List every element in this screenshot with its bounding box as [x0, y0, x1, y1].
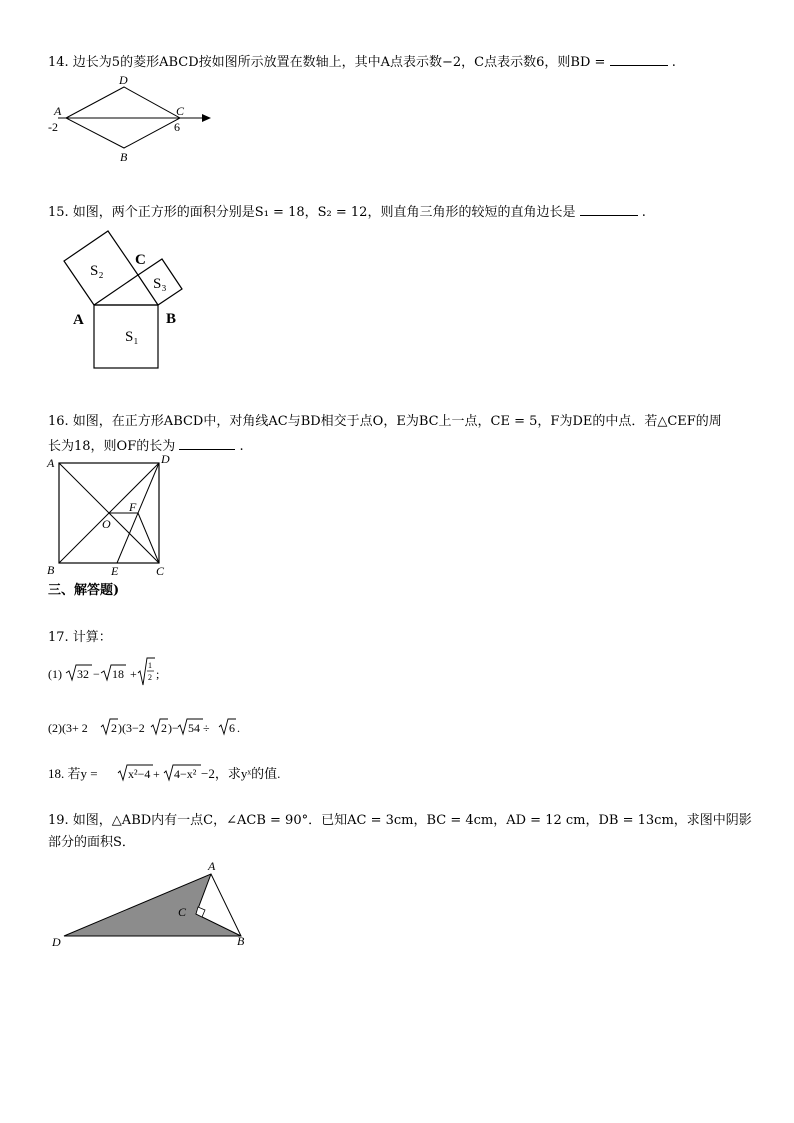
q14-label-6: 6	[174, 120, 180, 134]
answer-blank	[580, 202, 638, 216]
q18-expression	[46, 760, 286, 786]
q19-triangle-figure	[48, 856, 253, 956]
q16-end: .	[239, 439, 244, 454]
q14-text	[48, 52, 676, 71]
q19-label-b: B	[237, 934, 245, 948]
q14-rhombus-figure	[44, 72, 214, 164]
q16-label-c: C	[156, 564, 165, 578]
q16-label-a: A	[47, 456, 55, 470]
q17-p2-r4: 6	[229, 721, 235, 735]
q19-stem-2: 部分的面积S．	[48, 835, 135, 850]
q18-pre: 18. 若y =	[48, 766, 98, 781]
q19-stem-1: 19. 如图，△ABD内有一点C，∠ACB = 90°．已知AC = 3cm，BC = 4cm，AD = 12 cm，DB = 13cm，求图中阴影	[48, 813, 752, 828]
q16-label-d: D	[161, 452, 170, 466]
q14-label-neg2: -2	[48, 120, 58, 134]
q17-p2-r2: 2	[161, 721, 167, 735]
q19-text-line1	[48, 813, 752, 829]
q16-label-o: O	[102, 517, 111, 531]
q16-stem-2: 长为18，则OF的长为	[48, 439, 176, 454]
q16-stem-1: 16. 如图，在正方形ABCD中，对角线AC与BD相交于点O，E为BC上一点，CE = 5，F为DE的中点．若△CEF的周	[48, 414, 722, 429]
q15-label-s2: S₂	[90, 263, 104, 279]
q15-end: .	[641, 205, 646, 220]
q17-p1-plus: +	[130, 667, 137, 681]
q17-p1-frac-num: 1	[148, 661, 152, 670]
q18-radicand1: x²−4	[128, 767, 151, 781]
q17-p2-mid: )(3−2	[118, 721, 145, 735]
q14-label-a: A	[54, 104, 62, 118]
q14-stem: 14. 边长为5的菱形ABCD按如图所示放置在数轴上，其中A点表示数−2，C点表示数6，则BD =	[48, 55, 606, 70]
q16-label-e: E	[111, 564, 119, 578]
q16-label-b: B	[47, 563, 55, 577]
q17-p1-end: ;	[156, 667, 160, 681]
q19-text-line2	[48, 835, 135, 851]
q16-text-line1	[48, 414, 722, 430]
q17-p2-end: .	[237, 721, 240, 735]
q17-p2-div: ÷	[203, 721, 210, 735]
q15-label-s1: S₁	[125, 329, 139, 345]
q14-end: .	[671, 55, 676, 70]
q17-part1-expression	[46, 656, 176, 690]
q17-p1-minus: −	[93, 667, 100, 681]
q17-p2-label: (2)(3+ 2	[48, 721, 88, 735]
q17-p1-frac-den: 2	[148, 673, 152, 682]
q19-label-d: D	[52, 935, 61, 949]
q19-label-c: C	[178, 905, 187, 919]
q18-plus: +	[153, 767, 160, 781]
section-title: 三、解答题)	[48, 583, 120, 598]
answer-blank	[179, 436, 235, 450]
q14-label-b: B	[120, 150, 128, 164]
q17-p2-after: )−	[168, 721, 179, 735]
q15-stem: 15. 如图，两个正方形的面积分别是S₁ = 18，S₂ = 12，则直角三角形的较短的直角边长是	[48, 205, 576, 220]
q15-label-c: C	[135, 252, 146, 268]
q18-post: −2，求yˣ的值.	[201, 766, 281, 781]
q15-squares-figure	[56, 228, 196, 373]
q17-part2-expression	[46, 714, 246, 740]
q15-label-s3: S₃	[153, 276, 167, 292]
q15-label-a: A	[73, 312, 84, 328]
q15-label-b: B	[166, 311, 177, 327]
q14-label-d: D	[119, 73, 128, 87]
q14-label-c: C	[176, 104, 185, 118]
q16-label-f: F	[129, 500, 137, 514]
q17-p1-radicand1: 32	[77, 667, 89, 681]
q17-title: 17. 计算：	[48, 630, 112, 645]
q15-text	[48, 202, 646, 221]
answer-blank	[610, 52, 668, 66]
q18-radicand2: 4−x²	[174, 767, 197, 781]
q17-p2-r1: 2	[111, 721, 117, 735]
q17-p1-label: (1)	[48, 667, 62, 681]
q17-p1-radicand2: 18	[112, 667, 124, 681]
q17-p2-r3: 54	[188, 721, 200, 735]
q19-label-a: A	[208, 859, 216, 873]
q16-square-figure	[44, 452, 179, 582]
